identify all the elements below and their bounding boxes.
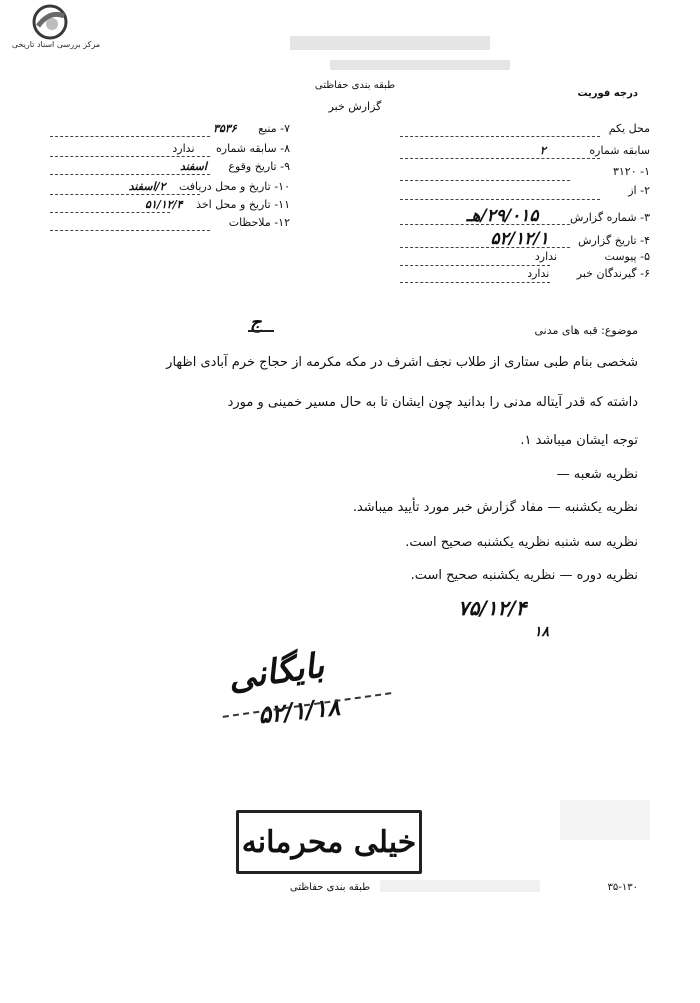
field-line: [50, 174, 210, 175]
field-line: [50, 194, 200, 195]
right-field-3: [390, 165, 650, 178]
confidential-stamp: [236, 810, 422, 874]
underline-mark: [248, 330, 274, 332]
subject-line: موضوع: قبه های مدنی: [534, 324, 638, 337]
opinion-sunday: نظریه یکشنبه — مفاد گزارش خبر مورد تأیید میباشد.: [352, 500, 638, 515]
field-label: ۱۲- ملاحظات: [228, 216, 290, 229]
field-label: ۱۰- تاریخ و محل دریافت: [179, 180, 290, 193]
field-label: محل یکم: [608, 122, 650, 135]
field-value: ندارد: [172, 142, 195, 155]
archive-emblem-icon: [30, 4, 70, 40]
form-number: ۳۵-۱۳۰: [607, 882, 638, 893]
field-label: ۷- منبع: [258, 122, 290, 135]
field-value: ۲: [539, 144, 546, 157]
field-label: ۱۱- تاریخ و محل اخذ: [196, 198, 290, 211]
handwritten-archive-date: ۵۲/۱/۱۸: [256, 691, 342, 730]
left-field-6: [40, 216, 290, 229]
page-smudge: [560, 800, 650, 840]
field-label: ۹- تاریخ وقوع: [228, 160, 290, 173]
logo-text: مرکز بررسی اسناد تاریخی: [11, 40, 101, 49]
opinion-branch: نظریه شعبه —: [556, 467, 638, 482]
field-line: [400, 136, 600, 137]
right-field-1: [390, 122, 650, 135]
field-label: ۱- ۳۱۲۰: [612, 165, 650, 178]
field-line: [400, 265, 550, 266]
field-line: [400, 247, 570, 248]
opinion-tuesday: نظریه سه شنبه نظریه یکشنبه صحیح است.: [405, 535, 638, 550]
body-line-2: داشته که قدر آیتاله مدنی را بدانید چون ایشان تا به حال مسیر خمینی و مورد: [227, 395, 638, 410]
field-value: ۵۱/۱۲/۴: [144, 198, 183, 211]
right-field-6: [390, 229, 650, 249]
field-line: [400, 180, 570, 181]
stamp-text: خیلی محرمانه: [241, 824, 417, 860]
urgency-label: درجه فوریت: [577, 88, 638, 99]
header-smudge: [290, 36, 490, 50]
left-field-2: [40, 142, 290, 155]
right-field-2: [390, 144, 650, 157]
field-value: ندارد: [527, 267, 550, 280]
field-value: ندارد: [534, 250, 558, 263]
report-title: گزارش خبر: [328, 100, 382, 113]
handwritten-mark: ج: [250, 312, 262, 333]
right-field-7: [390, 250, 650, 263]
field-line: [400, 199, 600, 200]
field-label: ۸- سابقه شماره: [216, 142, 290, 155]
field-label: ۲- از: [628, 184, 650, 197]
archive-logo: [6, 4, 106, 58]
field-line: [50, 212, 170, 213]
stamp-caption: طبقه بندی حفاظتی: [289, 882, 371, 893]
field-label: ۳- شماره گزارش: [570, 211, 650, 224]
field-value: اسفند: [179, 160, 207, 173]
field-line: [400, 282, 550, 283]
left-field-4: [40, 180, 290, 193]
field-label: ۶- گیرندگان خبر: [576, 267, 650, 280]
field-line: [50, 230, 210, 231]
body-line-3: توجه ایشان میباشد ۱.: [520, 433, 638, 448]
field-label: ۴- تاریخ گزارش: [578, 234, 650, 247]
field-line: [50, 136, 210, 137]
classification-header: طبقه بندی حفاظتی: [314, 80, 396, 91]
right-field-5: [390, 206, 650, 226]
field-line: [50, 156, 210, 157]
field-line: [400, 224, 570, 225]
opinion-period: نظریه دوره — نظریه یکشنبه صحیح است.: [410, 568, 638, 583]
right-field-4: [390, 184, 650, 197]
field-line: [400, 158, 600, 159]
field-label: ۵- پیوست: [604, 250, 650, 263]
page-smudge: [380, 880, 540, 892]
field-value: ۲/اسفند: [128, 180, 166, 193]
field-value: ۳۵۳۶: [213, 122, 237, 135]
left-field-1: [40, 122, 290, 135]
handwritten-date: ۷۵/۱۲/۴: [458, 596, 527, 620]
right-field-8: [390, 267, 650, 280]
report-date: ۵۲/۱۲/۱: [490, 229, 549, 249]
report-number: ۲۹/۰۱۵/هـ: [466, 206, 539, 226]
handwritten-archive: بایگانی: [225, 645, 327, 699]
left-field-5: [40, 198, 290, 211]
handwritten-number: ۱۸: [534, 624, 550, 640]
body-line-1: شخصی بنام طبی ستاری از طلاب نجف اشرف در مکه مکرمه از حجاج خرم آبادی اظهار: [166, 355, 638, 370]
header-smudge: [330, 60, 510, 70]
left-field-3: [40, 160, 290, 173]
field-label: سابقه شماره: [589, 144, 650, 157]
